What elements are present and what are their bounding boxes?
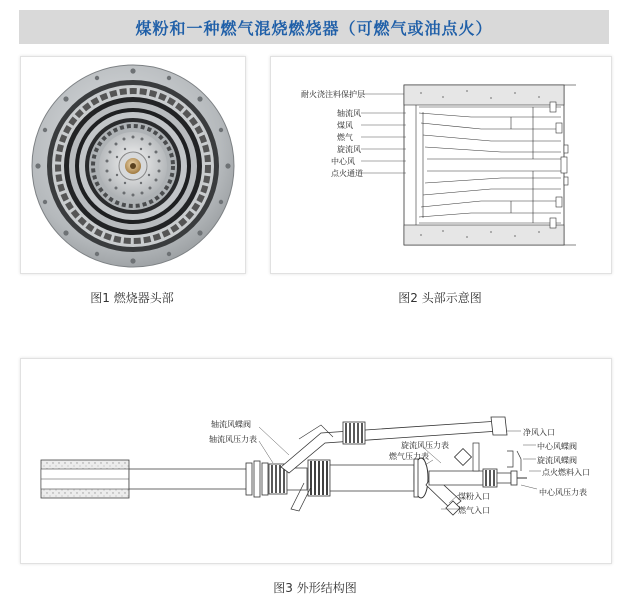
structure-label: 燃气压力表 (389, 452, 429, 461)
structure-label: 旋流风压力表 (401, 441, 449, 450)
external-structure-diagram (21, 359, 611, 563)
structure-label: 轴流风压力表 (209, 435, 257, 444)
schematic-label: 煤风 (337, 121, 353, 130)
structure-label: 旋流风蝶阀 (537, 456, 577, 465)
schematic-label: 点火通道 (331, 169, 363, 178)
structure-label: 中心风压力表 (539, 488, 587, 497)
schematic-label: 燃气 (337, 133, 353, 142)
figure-1-panel (20, 56, 246, 274)
figure-3-caption: 图3 外形结构图 (273, 581, 357, 595)
structure-label: 煤粉入口 (458, 492, 490, 501)
head-schematic-diagram (271, 57, 611, 273)
title-banner (19, 10, 609, 44)
figure-2-caption: 图2 头部示意图 (398, 291, 482, 305)
structure-label: 燃气入口 (458, 506, 490, 515)
burner-head-photo (21, 57, 245, 273)
schematic-label: 中心风 (331, 157, 355, 166)
page-title: 煤粉和一种燃气混烧燃烧器（可燃气或油点火） (135, 18, 493, 38)
figure-3-panel (20, 358, 612, 564)
structure-label: 轴流风蝶阀 (211, 420, 251, 429)
structure-label: 点火燃料入口 (542, 468, 590, 477)
structure-label: 中心风蝶阀 (537, 442, 577, 451)
figure-2-panel (270, 56, 612, 274)
schematic-label: 耐火浇注料保护层 (301, 90, 365, 99)
schematic-label: 轴流风 (337, 109, 361, 118)
schematic-label: 旋流风 (337, 145, 361, 154)
figure-1-caption: 图1 燃烧器头部 (90, 291, 174, 305)
structure-label: 净风入口 (523, 428, 555, 437)
